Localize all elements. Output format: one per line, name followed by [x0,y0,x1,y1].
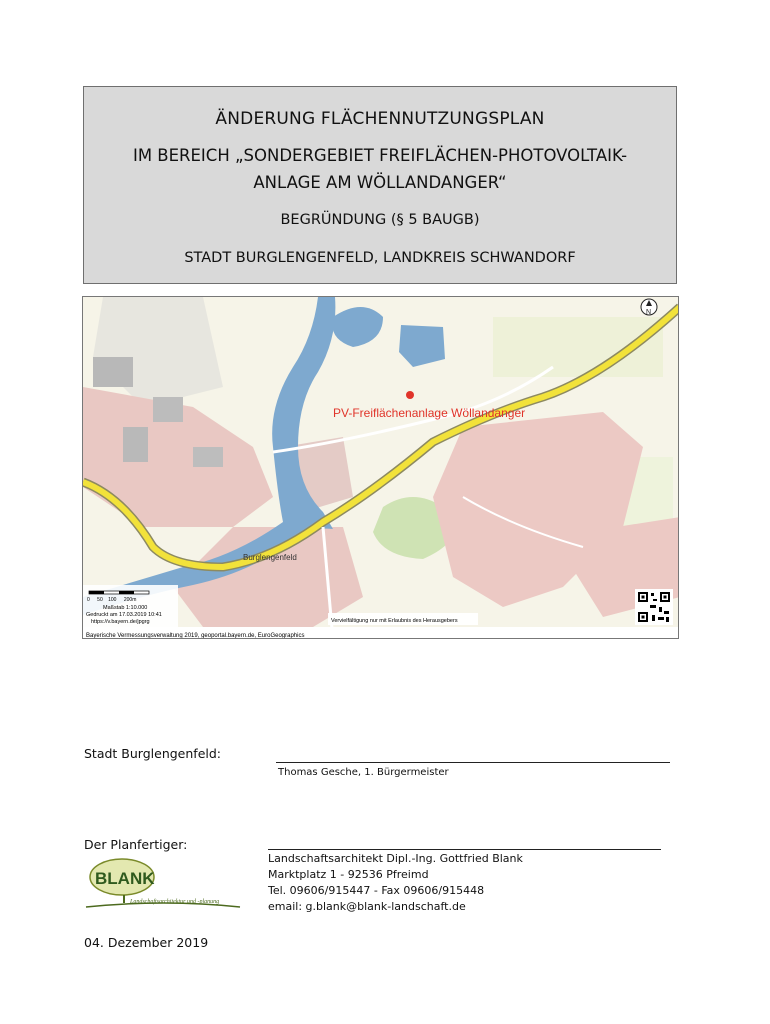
scale-tick-0: 0 [87,597,90,603]
scale-tick-200: 200m [123,597,137,603]
document-date: 04. Dezember 2019 [84,935,209,950]
title-line-2a: IM BEREICH „SONDERGEBIET FREIFLÄCHEN-PHOTOVOLTAIK- [132,146,628,165]
scale-bar [89,591,149,594]
logo-text: BLANK [95,869,155,888]
planner-phone: Tel. 09606/915447 - Fax 09606/915448 [268,884,485,897]
location-map [82,296,679,639]
map-notice: Vervielfältigung nur mit Erlaubnis des Herausgebers [331,618,458,624]
north-label: N [646,309,652,316]
map-url: https://v.bayern.de/jpgrg [91,619,150,625]
planner-address: Marktplatz 1 - 92536 Pfreimd [268,868,429,881]
title-line-2 [84,142,676,196]
planner-name: Landschaftsarchitekt Dipl.-Ing. Gottfried Blank [268,852,523,865]
print-date: Gedruckt am 17.03.2019 10:41 [86,612,162,618]
blank-logo [84,855,244,915]
mayor-name: Thomas Gesche, 1. Bürgermeister [278,767,449,778]
planner-signature-line [268,849,661,850]
qr-code-icon [635,589,673,625]
title-box [83,86,677,284]
logo-subtitle: Landschaftsarchitektur und -planung [130,899,220,905]
title-line-1: ÄNDERUNG FLÄCHENNUTZUNGSPLAN [215,109,545,129]
subtitle-begruendung: BEGRÜNDUNG (§ 5 BAUGB) [280,212,480,228]
city-label: Stadt Burglengenfeld: [84,746,221,761]
map-town-label: Burglengenfeld [243,553,297,562]
planner-info [268,851,523,915]
planner-email: email: g.blank@blank-landschaft.de [268,900,466,913]
title-line-2b: ANLAGE AM WÖLLANDANGER“ [253,173,507,192]
map-site-label: PV-Freiflächenanlage Wöllandanger [333,406,526,420]
subtitle-stadt: STADT BURGLENGENFELD, LANDKREIS SCHWANDORF [184,250,576,266]
scale-tick-50: 50 [97,597,103,603]
planner-label: Der Planfertiger: [84,837,188,852]
city-signature-line [276,762,670,763]
scale-text: Maßstab 1:10.000 [103,605,148,611]
map-copyright: Bayerische Vermessungsverwaltung 2019, geoportal.bayern.de, EuroGeographics [86,633,305,639]
scale-tick-100: 100 [108,597,117,603]
